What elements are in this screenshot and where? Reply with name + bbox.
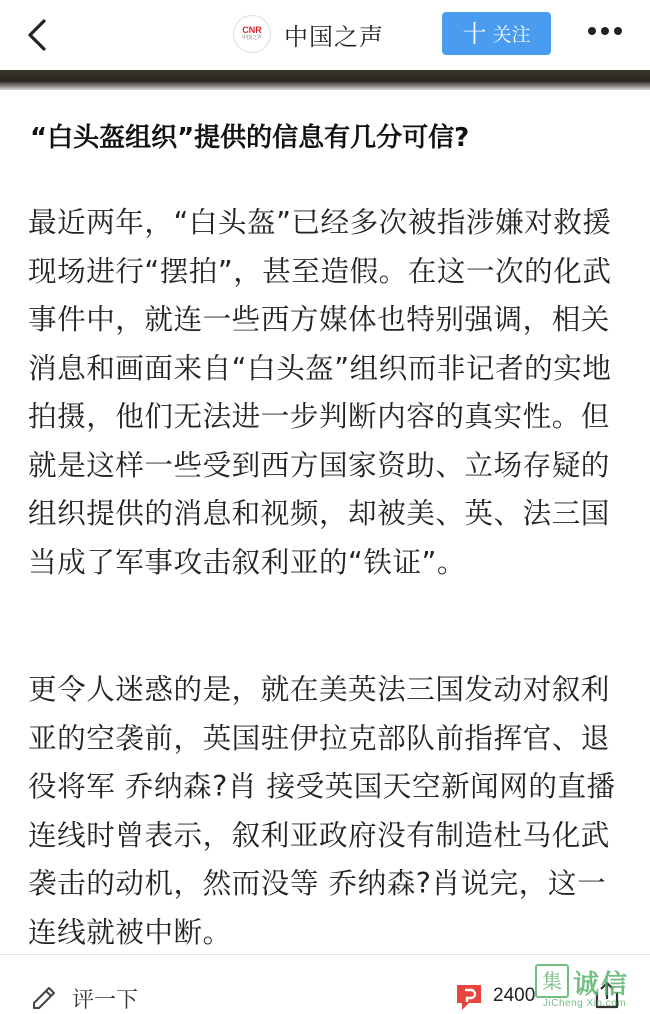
logo-text: CNR (242, 25, 262, 35)
article-image-edge (0, 70, 650, 90)
comment-count-icon[interactable] (455, 983, 483, 1011)
top-bar (0, 0, 650, 70)
article-paragraph: 更令人迷惑的是，就在美英法三国发动对叙利亚的空袭前，英国驻伊拉克部队前指挥官、退役将军 乔纳森?肖 接受英国天空新闻网的直播连线时曾表示，叙利亚政府没有制造杜马化武袭击的动机，然而没等 乔纳森?肖说完，这一连线就被中断。 (28, 672, 616, 949)
watermark-logo: 集 (535, 964, 569, 998)
channel-logo[interactable] (233, 15, 271, 53)
watermark-text: 诚信 (573, 970, 630, 1000)
follow-label: 关注 (492, 24, 531, 46)
channel-name[interactable]: 中国之声 (284, 22, 384, 51)
pen-icon[interactable] (30, 981, 58, 1009)
article-paragraph: 最近两年，“白头盔”已经多次被指涉嫌对救援现场进行“摆拍”，甚至造假。在这一次的化武事件中，就连一些西方媒体也特别强调，相关消息和画面来自“白头盔”组织而非记者的实地拍摄，他们无法进一步判断内容的真实性。但就是这样一些受到西方国家资助、立场存疑的组织提供的消息和视频，却被美、英、法三国当成了军事攻击叙利亚的“铁证”。 (28, 205, 612, 579)
section-heading: “白头盔组织”提供的信息有几分可信? (30, 123, 470, 153)
site-watermark (533, 962, 650, 1010)
more-options-icon[interactable] (588, 27, 622, 39)
back-arrow-icon[interactable] (24, 18, 52, 52)
channel-header[interactable] (233, 16, 384, 52)
plus-icon: 十 (462, 19, 487, 48)
comment-button[interactable]: 评一下 (72, 988, 139, 1013)
comment-count[interactable]: 2400 (493, 985, 536, 1006)
watermark-url: JiCheng Xin.com (543, 998, 627, 1009)
logo-subtext: 中国之声 (241, 35, 262, 41)
follow-button[interactable] (442, 12, 551, 55)
